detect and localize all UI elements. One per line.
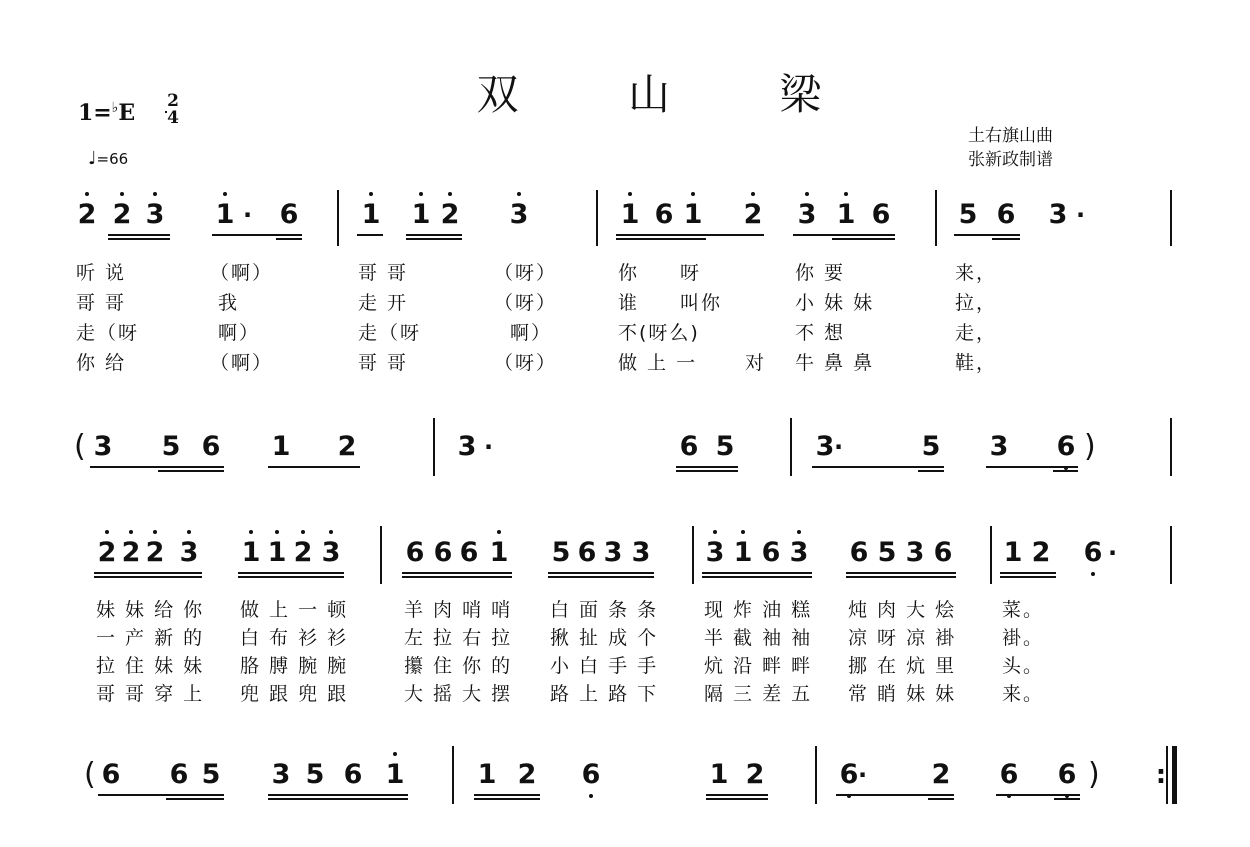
repeat-dots: :: [1155, 760, 1167, 790]
lyric: 炖 肉 大 烩: [848, 599, 957, 621]
beam: [98, 794, 224, 796]
notation-row-1: [0, 200, 1250, 260]
beam: [1054, 798, 1080, 800]
note: 6: [654, 199, 674, 230]
note: 3: [815, 431, 835, 462]
bar-line: [596, 190, 598, 246]
notation-row-4: [0, 757, 1250, 820]
note: 3: [320, 538, 342, 568]
note: 5: [921, 431, 941, 462]
bar-line: [1166, 746, 1168, 804]
beam: [846, 572, 956, 574]
beam: [812, 466, 944, 468]
lyric: （啊）: [210, 352, 274, 374]
note: 1: [619, 200, 641, 230]
lyric: 不(呀么): [618, 322, 700, 344]
note: 2: [111, 200, 133, 230]
lyric: 呀: [680, 262, 702, 284]
beam: [676, 466, 738, 468]
beam: [276, 238, 302, 240]
note: 6: [201, 431, 221, 462]
final-bar-line: [1172, 746, 1177, 804]
beam: [108, 238, 170, 240]
dotted-rhythm: ·: [1076, 201, 1086, 229]
dotted-rhythm: ·: [858, 761, 868, 789]
lyric: 你 要: [795, 262, 846, 284]
lyric: 左 拉 右 拉: [404, 627, 513, 649]
beam: [846, 576, 956, 578]
note: 6: [101, 759, 121, 790]
note: 2: [517, 759, 537, 790]
note: 6: [343, 759, 363, 790]
lyric: 啊）: [510, 322, 553, 344]
note: 3: [704, 538, 726, 568]
note: 5: [958, 199, 978, 230]
lyric: 褂。: [1002, 627, 1045, 649]
note: 6: [998, 760, 1020, 790]
beam: [836, 794, 954, 796]
note: 6: [169, 759, 189, 790]
beam: [832, 238, 895, 240]
beam: [548, 576, 654, 578]
bar-line: [433, 418, 435, 476]
beam: [954, 234, 1020, 236]
beam: [1053, 470, 1078, 472]
lyric: 炕 沿 畔 畔: [704, 655, 813, 677]
close-paren: ): [1088, 757, 1100, 792]
lyric: 小 白 手 手: [550, 655, 659, 677]
lyric: 拉，: [955, 292, 998, 314]
beam: [402, 576, 512, 578]
note: 1: [266, 538, 288, 568]
time-signature: [165, 93, 181, 127]
lyric: 听 说: [76, 262, 127, 284]
bar-line: [692, 526, 694, 584]
beam: [702, 572, 812, 574]
bar-line: [452, 746, 454, 804]
note: 2: [337, 431, 357, 462]
beam: [94, 572, 202, 574]
lyric: 走（呀: [76, 322, 140, 344]
beam: [992, 238, 1020, 240]
dotted-rhythm: ·: [484, 433, 494, 461]
lyric: 鞋，: [955, 352, 998, 374]
note: 1: [384, 760, 406, 790]
lyric: 白 布 衫 衫: [240, 627, 349, 649]
note: 3: [93, 431, 113, 462]
lyric: （呀）: [494, 262, 558, 284]
bar-line: [337, 190, 339, 246]
dotted-rhythm: ·: [834, 433, 844, 461]
lyric: 哥 哥: [358, 352, 409, 374]
note: 6: [577, 537, 597, 568]
beam: [1000, 572, 1056, 574]
bar-line: [380, 526, 382, 584]
note: 3: [603, 537, 623, 568]
beam: [238, 576, 344, 578]
credit-transcriber: 张新政制谱: [968, 150, 1053, 170]
note: 2: [120, 538, 142, 568]
note: 2: [96, 538, 118, 568]
note: 1: [410, 200, 432, 230]
note: 3: [989, 431, 1009, 462]
note: 3: [457, 431, 477, 462]
lyric: 白 面 条 条: [550, 599, 659, 621]
note: 3: [788, 538, 810, 568]
beam: [402, 572, 512, 574]
note: 1: [214, 200, 236, 230]
note: 6: [433, 537, 453, 568]
lyric: 走，: [955, 322, 998, 344]
note: 1: [240, 538, 262, 568]
dotted-rhythm: ·: [1108, 539, 1118, 567]
bar-line: [990, 526, 992, 584]
lyric: （呀）: [494, 292, 558, 314]
note: 6: [1055, 432, 1077, 462]
lyric: 攥 住 你 的: [404, 655, 513, 677]
key-signature: [78, 100, 135, 126]
note: 2: [292, 538, 314, 568]
lyric: 哥 哥: [358, 262, 409, 284]
key-prefix: 1=: [78, 100, 112, 126]
beam: [793, 234, 895, 236]
note: 6: [761, 537, 781, 568]
beam: [474, 798, 540, 800]
lyric: 兜 跟 兜 跟: [240, 683, 349, 705]
bar-line: [935, 190, 937, 246]
tempo-value: =66: [96, 150, 129, 168]
note: 5: [551, 537, 571, 568]
note: 1: [477, 759, 497, 790]
note: 1: [835, 200, 857, 230]
page-title: 双 山 梁: [476, 70, 870, 119]
bar-line: [790, 418, 792, 476]
beam: [1000, 576, 1056, 578]
note: 2: [931, 759, 951, 790]
lyric: 你 给: [76, 352, 127, 374]
lyric: （呀）: [494, 352, 558, 374]
note: 2: [76, 200, 98, 230]
open-paren: (: [84, 757, 96, 792]
note: 1: [488, 538, 510, 568]
lyric: （啊）: [210, 262, 274, 284]
note: 3: [178, 538, 200, 568]
lyric: 挪 在 炕 里: [848, 655, 957, 677]
note: 6: [580, 760, 602, 790]
dotted-rhythm: ·: [243, 201, 253, 229]
lyric: 一 产 新 的: [96, 627, 205, 649]
lyric: 隔 三 差 五: [704, 683, 813, 705]
lyric: 羊 肉 哨 哨: [404, 599, 513, 621]
note: 3: [905, 537, 925, 568]
credit-origin: 土右旗山曲: [968, 126, 1053, 146]
lyric: 走 开: [358, 292, 409, 314]
lyric: 拉 住 妹 妹: [96, 655, 205, 677]
note: 5: [715, 431, 735, 462]
note: 3: [631, 537, 651, 568]
lyric: 路 上 路 下: [550, 683, 659, 705]
lyric: 对: [745, 352, 767, 374]
beam: [928, 798, 954, 800]
note: 6: [933, 537, 953, 568]
key-letter: E: [118, 100, 136, 126]
lyric: 叫你: [680, 292, 723, 314]
beam: [268, 794, 408, 796]
bar-line: [1170, 418, 1172, 476]
note: 6: [996, 199, 1016, 230]
beam: [94, 576, 202, 578]
lyric: 妹 妹 给 你: [96, 599, 205, 621]
lyric: 哥 哥 穿 上: [96, 683, 205, 705]
lyric: 菜。: [1002, 599, 1045, 621]
beam: [616, 238, 706, 240]
note: 6: [1082, 538, 1104, 568]
note: 3: [508, 200, 530, 230]
note: 6: [279, 199, 299, 230]
lyric: 来。: [1002, 683, 1045, 705]
notation-row-3: [0, 538, 1250, 598]
note: 3: [1048, 199, 1068, 230]
beam: [702, 576, 812, 578]
note: 6: [849, 537, 869, 568]
lyric: 揪 扯 成 个: [550, 627, 659, 649]
note: 5: [877, 537, 897, 568]
beam: [268, 466, 360, 468]
beam: [706, 798, 768, 800]
beam: [706, 794, 768, 796]
beam: [474, 794, 540, 796]
bar-line: [1170, 526, 1172, 584]
lyric: 头。: [1002, 655, 1045, 677]
flat-sign: ♭: [111, 100, 119, 116]
lyric: 牛 鼻 鼻: [795, 352, 875, 374]
beam: [90, 466, 224, 468]
note: 1: [360, 200, 382, 230]
time-top: 2: [167, 91, 179, 111]
lyric: 啊）: [218, 322, 261, 344]
note: 3: [144, 200, 166, 230]
note: 6: [679, 431, 699, 462]
beam: [406, 234, 462, 236]
lyric: 小 妹 妹: [795, 292, 875, 314]
note: 6: [871, 199, 891, 230]
bar-line: [815, 746, 817, 804]
note: 2: [745, 759, 765, 790]
beam: [548, 572, 654, 574]
note: 2: [144, 538, 166, 568]
credits: [968, 124, 1053, 172]
note: 1: [709, 759, 729, 790]
beam: [406, 238, 462, 240]
tempo-marking: [88, 148, 128, 169]
note: 2: [439, 200, 461, 230]
bar-line: [1170, 190, 1172, 246]
lyric: 做 上 一 顿: [240, 599, 349, 621]
time-divider: [165, 111, 167, 113]
lyric: 不 想: [795, 322, 846, 344]
note: 2: [742, 200, 764, 230]
lyric: 走（呀: [358, 322, 422, 344]
note: 6: [838, 760, 860, 790]
lyric: 现 炸 油 糕: [704, 599, 813, 621]
lyric: 胳 膊 腕 腕: [240, 655, 349, 677]
note: 5: [201, 759, 221, 790]
note: 6: [405, 537, 425, 568]
note: 3: [796, 200, 818, 230]
lyric: 做 上 一: [618, 352, 698, 374]
beam: [357, 234, 383, 236]
lyric: 常 睄 妹 妹: [848, 683, 957, 705]
lyric: 大 摇 大 摆: [404, 683, 513, 705]
note: 1: [1003, 537, 1023, 568]
close-paren: ): [1084, 429, 1096, 464]
note: 6: [459, 537, 479, 568]
beam: [986, 466, 1078, 468]
open-paren: (: [74, 429, 86, 464]
beam: [616, 234, 764, 236]
beam: [212, 234, 302, 236]
beam: [676, 470, 738, 472]
beam: [238, 572, 344, 574]
note: 3: [271, 759, 291, 790]
note: 1: [732, 538, 754, 568]
note: 1: [271, 431, 291, 462]
lyric: 来，: [955, 262, 998, 284]
lyric: 凉 呀 凉 褂: [848, 627, 957, 649]
lyric: 半 截 袖 袖: [704, 627, 813, 649]
beam: [268, 798, 408, 800]
beam: [108, 234, 170, 236]
note: 2: [1031, 537, 1051, 568]
lyric: 你: [618, 262, 640, 284]
time-bottom: 4: [167, 108, 179, 128]
beam: [918, 470, 944, 472]
beam: [996, 794, 1080, 796]
lyric: 哥 哥: [76, 292, 127, 314]
beam: [166, 798, 224, 800]
note: 1: [682, 200, 704, 230]
note: 5: [161, 431, 181, 462]
lyric: 我: [218, 292, 240, 314]
lyric: 谁: [618, 292, 640, 314]
quarter-note-icon: ♩: [88, 148, 97, 169]
notation-row-2: [0, 429, 1250, 492]
beam: [158, 470, 224, 472]
note: 5: [305, 759, 325, 790]
note: 6: [1056, 760, 1078, 790]
